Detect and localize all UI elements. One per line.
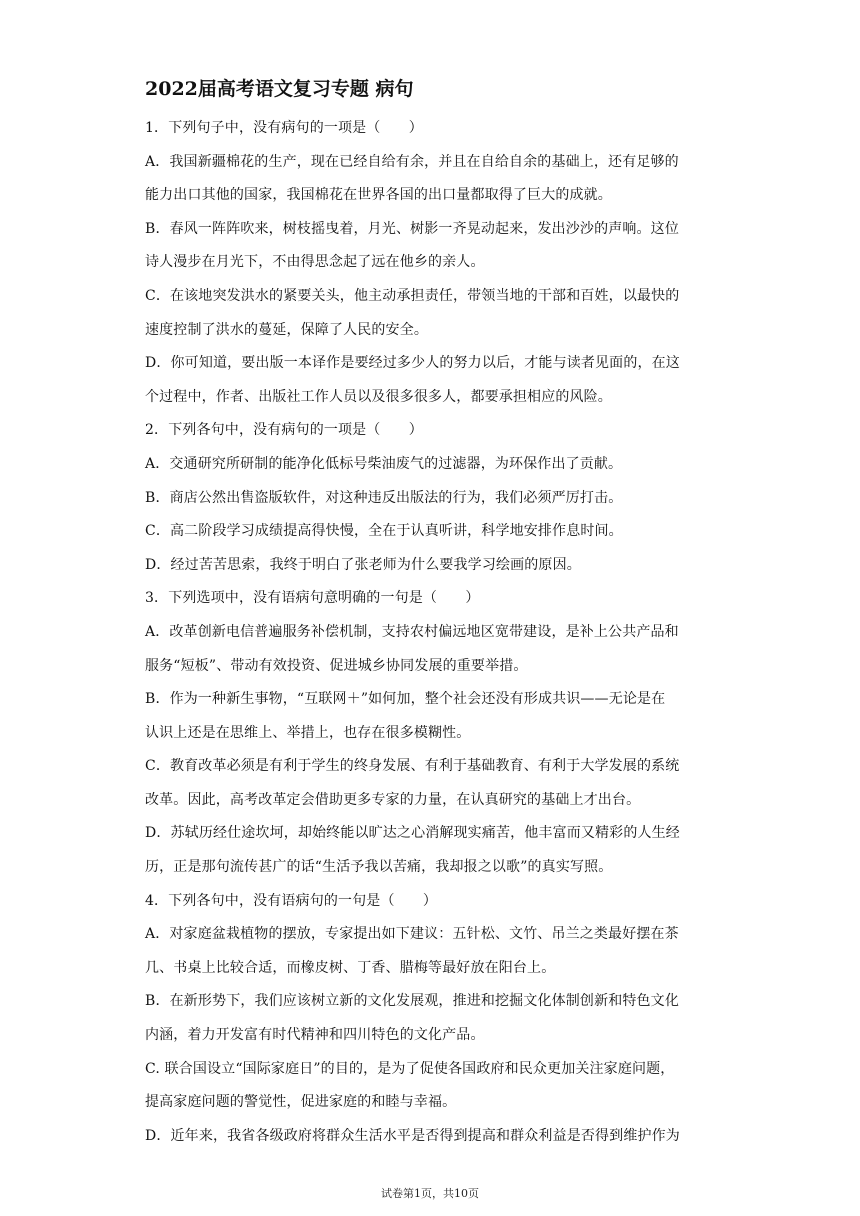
option-line: C．教育改革必须是有利于学生的终身发展、有利于基础教育、有利于大学发展的系统 xyxy=(145,758,680,775)
option-line: B．在新形势下，我们应该树立新的文化发展观，推进和挖掘文化体制创新和特色文化 xyxy=(145,993,679,1010)
option-line: B．作为一种新生事物，“互联网＋”如何加，整个社会还没有形成共识——无论是在 xyxy=(145,691,666,708)
option-line: 服务“短板”、带动有效投资、促进城乡协同发展的重要举措。 xyxy=(145,657,528,674)
option-line: 速度控制了洪水的蔓延，保障了人民的安全。 xyxy=(145,321,428,338)
option-line: A．我国新疆棉花的生产，现在已经自给有余，并且在自给自余的基础上，还有足够的 xyxy=(145,153,679,170)
option-line: 内涵，着力开发富有时代精神和四川特色的文化产品。 xyxy=(145,1027,485,1044)
question-stem-3: 3．下列选项中，没有语病句意明确的一句是（ ） xyxy=(145,590,480,607)
question-lines xyxy=(145,112,720,1153)
option-line: C. 联合国设立“国际家庭日”的目的，是为了促使各国政府和民众更加关注家庭问题， xyxy=(145,1060,675,1077)
option-line: B．春风一阵阵吹来，树枝摇曳着，月光、树影一齐晃动起来，发出沙沙的声响。这位 xyxy=(145,220,679,237)
option-line: A．交通研究所研制的能净化低标号柴油废气的过滤器，为环保作出了贡献。 xyxy=(145,455,623,472)
option-line: A．对家庭盆栽植物的摆放，专家提出如下建议：五针松、文竹、吊兰之类最好摆在茶 xyxy=(145,926,679,943)
option-line: 个过程中，作者、出版社工作人员以及很多很多人，都要承担相应的风险。 xyxy=(145,388,612,405)
question-stem-4: 4．下列各句中，没有语病句的一句是（ ） xyxy=(145,892,438,909)
document-body xyxy=(145,76,720,1153)
option-line: C．高二阶段学习成绩提高得快慢，全在于认真听讲，科学地安排作息时间。 xyxy=(145,523,623,540)
option-line: C．在该地突发洪水的紧要关头，他主动承担责任，带领当地的干部和百姓，以最快的 xyxy=(145,287,680,304)
page-footer: 试卷第1页，共10页 xyxy=(381,1187,479,1200)
option-line: 几、书桌上比较合适，而橡皮树、丁香、腊梅等最好放在阳台上。 xyxy=(145,959,556,976)
option-line: B．商店公然出售盗版软件，对这种违反出版法的行为，我们必须严厉打击。 xyxy=(145,489,623,506)
option-line: D．苏轼历经仕途坎坷，却始终能以旷达之心消解现实痛苦，他丰富而又精彩的人生经 xyxy=(145,825,680,842)
question-stem-2: 2．下列各句中，没有病句的一项是（ ） xyxy=(145,422,423,439)
option-line: 历，正是那句流传甚广的话“生活予我以苦痛，我却报之以歌”的真实写照。 xyxy=(145,859,613,876)
option-line: 能力出口其他的国家，我国棉花在世界各国的出口量都取得了巨大的成就。 xyxy=(145,187,612,204)
option-line: 提高家庭问题的警觉性，促进家庭的和睦与幸福。 xyxy=(145,1094,457,1111)
option-line: A．改革创新电信普遍服务补偿机制，支持农村偏远地区宽带建设，是补上公共产品和 xyxy=(145,623,679,640)
option-line: 认识上还是在思维上、举措上，也存在很多模糊性。 xyxy=(145,724,471,741)
option-line: 改革。因此，高考改革定会借助更多专家的力量，在认真研究的基础上才出台。 xyxy=(145,791,641,808)
question-stem-1: 1．下列句子中，没有病句的一项是（ ） xyxy=(145,120,423,136)
document-title: 2022届高考语文复习专题 病句 xyxy=(145,78,414,100)
option-line: D．近年来，我省各级政府将群众生活水平是否得到提高和群众利益是否得到维护作为 xyxy=(145,1127,680,1144)
option-line: D．你可知道，要出版一本译作是要经过多少人的努力以后，才能与读者见面的，在这 xyxy=(145,355,680,372)
option-line: D．经过苦苦思索，我终于明白了张老师为什么要我学习绘画的原因。 xyxy=(145,556,581,573)
option-line: 诗人漫步在月光下，不由得思念起了远在他乡的亲人。 xyxy=(145,254,485,271)
